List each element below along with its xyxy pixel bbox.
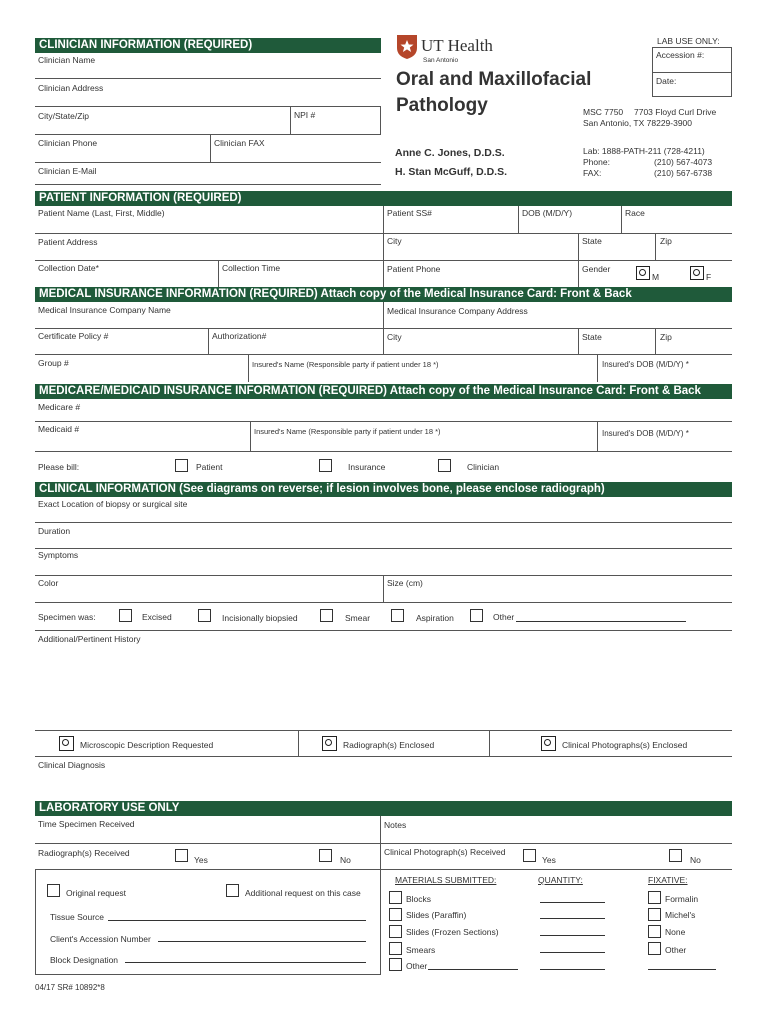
fixative-michels-checkbox[interactable]: [648, 908, 661, 921]
phone-value: (210) 567-4073: [654, 157, 713, 167]
insurance-company-address-label: Medical Insurance Company Address: [387, 306, 528, 316]
form-title-line2: Pathology: [396, 95, 488, 116]
radiographs-label: Radiograph(s) Enclosed: [343, 740, 435, 750]
medicaid-number-label: Medicaid #: [38, 424, 80, 434]
patient-city-label: City: [387, 236, 402, 246]
radiographs-no-label: No: [340, 855, 351, 865]
gender-female-radio[interactable]: [690, 266, 704, 280]
microscopic-radio[interactable]: [59, 736, 74, 751]
tissue-source-label: Tissue Source: [50, 912, 105, 922]
bill-insurance-checkbox[interactable]: [319, 459, 332, 472]
additional-request-label: Additional request on this case: [245, 888, 361, 898]
material-other-line[interactable]: [428, 969, 518, 970]
doctor-2: H. Stan McGuff, D.D.S.: [395, 166, 508, 178]
collection-date-label: Collection Date*: [38, 263, 99, 273]
fixative-none-checkbox[interactable]: [648, 925, 661, 938]
quantity-other-line[interactable]: [540, 969, 605, 970]
client-accession-label: Client's Accession Number: [50, 934, 151, 944]
gender-female-label: F: [706, 272, 712, 282]
clinician-address-label: Clinician Address: [38, 83, 104, 93]
medicare-insured-name-label: Insured's Name (Responsible party if patient under 18 *): [254, 427, 441, 436]
patient-section-header: PATIENT INFORMATION (REQUIRED): [35, 191, 732, 206]
bill-clinician-label: Clinician: [467, 462, 500, 472]
clinical-section-header: CLINICAL INFORMATION (See diagrams on reverse; if lesion involves bone, please enclose radiograph): [35, 482, 732, 497]
medicare-number-label: Medicare #: [38, 402, 81, 412]
radiographs-no-checkbox[interactable]: [319, 849, 332, 862]
lab-section-header: LABORATORY USE ONLY: [35, 801, 732, 816]
fixative-header: FIXATIVE:: [648, 875, 688, 885]
specimen-incisional-label: Incisionally biopsied: [222, 613, 298, 623]
photos-yes-label: Yes: [542, 855, 556, 865]
photos-no-label: No: [690, 855, 701, 865]
authorization-label: Authorization#: [212, 331, 267, 341]
lab-use-only-label: LAB USE ONLY:: [657, 36, 720, 46]
patient-state-label: State: [582, 236, 602, 246]
bill-patient-label: Patient: [196, 462, 223, 472]
color-label: Color: [38, 578, 59, 588]
medicare-insured-dob-label: Insured's DOB (M/D/Y) *: [602, 429, 689, 438]
biopsy-location-label: Exact Location of biopsy or surgical site: [38, 499, 188, 509]
material-smears-label: Smears: [406, 945, 436, 955]
material-other-checkbox[interactable]: [389, 958, 402, 971]
please-bill-label: Please bill:: [38, 462, 80, 472]
collection-time-label: Collection Time: [222, 263, 281, 273]
lab-phone-text: Lab: 1888-PATH-211 (728-4211): [583, 146, 705, 156]
original-request-label: Original request: [66, 888, 127, 898]
logo-sub-text: San Antonio: [423, 57, 459, 64]
fax-label: FAX:: [583, 168, 602, 178]
time-received-label: Time Specimen Received: [38, 819, 135, 829]
material-frozen-checkbox[interactable]: [389, 925, 402, 938]
msc-text: MSC 7750: [583, 107, 624, 117]
logo-main-text: UT Health: [421, 36, 493, 55]
material-frozen-label: Slides (Frozen Sections): [406, 927, 499, 937]
quantity-smears-line[interactable]: [540, 952, 605, 953]
phone-label: Phone:: [583, 157, 610, 167]
group-label: Group #: [38, 358, 69, 368]
photos-radio[interactable]: [541, 736, 556, 751]
city-text: San Antonio, TX 78229-3900: [583, 118, 693, 128]
quantity-paraffin-line[interactable]: [540, 918, 605, 919]
radiographs-received-label: Radiograph(s) Received: [38, 848, 130, 858]
radiographs-yes-label: Yes: [194, 855, 208, 865]
patient-dob-label: DOB (M/D/Y): [522, 208, 573, 218]
clinician-email-label: Clinician E-Mail: [38, 166, 97, 176]
specimen-other-label: Other: [493, 612, 515, 622]
tissue-source-line[interactable]: [108, 920, 366, 921]
fixative-other-label: Other: [665, 945, 687, 955]
medical-zip-label: Zip: [660, 332, 672, 342]
material-paraffin-checkbox[interactable]: [389, 908, 402, 921]
patient-ss-label: Patient SS#: [387, 208, 432, 218]
material-paraffin-label: Slides (Paraffin): [406, 910, 467, 920]
patient-name-label: Patient Name (Last, First, Middle): [38, 208, 165, 218]
client-accession-line[interactable]: [158, 941, 366, 942]
size-label: Size (cm): [387, 578, 423, 588]
footer-code: 04/17 SR# 10892*8: [35, 983, 105, 992]
material-blocks-checkbox[interactable]: [389, 891, 402, 904]
specimen-aspiration-checkbox[interactable]: [391, 609, 404, 622]
fixative-formalin-checkbox[interactable]: [648, 891, 661, 904]
accession-label: Accession #:: [656, 50, 705, 60]
medical-insured-name-label: Insured's Name (Responsible party if patient under 18 *): [252, 360, 439, 369]
duration-label: Duration: [38, 526, 71, 536]
medical-city-label: City: [387, 332, 402, 342]
specimen-was-label: Specimen was:: [38, 612, 96, 622]
bill-clinician-checkbox[interactable]: [438, 459, 451, 472]
specimen-excised-label: Excised: [142, 612, 172, 622]
certificate-policy-label: Certificate Policy #: [38, 331, 109, 341]
quantity-blocks-line[interactable]: [540, 902, 605, 903]
specimen-incisional-checkbox[interactable]: [198, 609, 211, 622]
original-request-checkbox[interactable]: [47, 884, 60, 897]
history-label: Additional/Pertinent History: [38, 634, 141, 644]
patient-race-label: Race: [625, 208, 645, 218]
npi-label: NPI #: [294, 110, 316, 120]
doctor-1: Anne C. Jones, D.D.S.: [395, 147, 505, 159]
block-designation-line[interactable]: [125, 962, 366, 963]
fixative-other-line[interactable]: [648, 969, 716, 970]
ut-health-logo: [396, 34, 418, 60]
specimen-other-line[interactable]: [516, 621, 686, 622]
gender-male-radio[interactable]: [636, 266, 650, 280]
bill-patient-checkbox[interactable]: [175, 459, 188, 472]
symptoms-label: Symptoms: [38, 550, 79, 560]
material-smears-checkbox[interactable]: [389, 942, 402, 955]
medical-insured-dob-label: Insured's DOB (M/D/Y) *: [602, 360, 689, 369]
medical-insurance-section-header: MEDICAL INSURANCE INFORMATION (REQUIRED) Attach copy of the Medical Insurance Card: Front & Back: [35, 287, 732, 302]
patient-zip-label: Zip: [660, 236, 672, 246]
specimen-smear-label: Smear: [345, 613, 371, 623]
fixative-formalin-label: Formalin: [665, 894, 699, 904]
specimen-excised-checkbox[interactable]: [119, 609, 132, 622]
fixative-michels-label: Michel's: [665, 910, 696, 920]
bill-insurance-label: Insurance: [348, 462, 386, 472]
notes-label: Notes: [384, 820, 407, 830]
date-label: Date:: [656, 76, 677, 86]
insurance-company-label: Medical Insurance Company Name: [38, 305, 171, 315]
patient-address-label: Patient Address: [38, 237, 98, 247]
quantity-frozen-line[interactable]: [540, 935, 605, 936]
specimen-other-checkbox[interactable]: [470, 609, 483, 622]
clinical-diagnosis-label: Clinical Diagnosis: [38, 760, 106, 770]
fixative-other-checkbox[interactable]: [648, 942, 661, 955]
gender-label: Gender: [582, 264, 611, 274]
clinician-section-header: CLINICIAN INFORMATION (REQUIRED): [35, 38, 381, 53]
specimen-aspiration-label: Aspiration: [416, 613, 454, 623]
clinician-phone-label: Clinician Phone: [38, 138, 98, 148]
form-title-line1: Oral and Maxillofacial: [396, 69, 592, 90]
specimen-smear-checkbox[interactable]: [320, 609, 333, 622]
gender-male-label: M: [652, 272, 660, 282]
clinician-name-label: Clinician Name: [38, 55, 96, 65]
photos-yes-checkbox[interactable]: [523, 849, 536, 862]
radiographs-radio[interactable]: [322, 736, 337, 751]
photos-label: Clinical Photographs(s) Enclosed: [562, 740, 688, 750]
fax-value: (210) 567-6738: [654, 168, 713, 178]
material-blocks-label: Blocks: [406, 894, 432, 904]
medicare-section-header: MEDICARE/MEDICAID INSURANCE INFORMATION (REQUIRED) Attach copy of the Medical Insurance Card: Front & Back: [35, 384, 732, 399]
quantity-header: QUANTITY:: [538, 875, 583, 885]
materials-header: MATERIALS SUBMITTED:: [395, 875, 497, 885]
street-text: 7703 Floyd Curl Drive: [634, 107, 717, 117]
fixative-none-label: None: [665, 927, 686, 937]
photos-no-checkbox[interactable]: [669, 849, 682, 862]
patient-phone-label: Patient Phone: [387, 264, 441, 274]
material-other-label: Other: [406, 961, 428, 971]
microscopic-label: Microscopic Description Requested: [80, 740, 214, 750]
block-designation-label: Block Designation: [50, 955, 119, 965]
clinician-fax-label: Clinician FAX: [214, 138, 265, 148]
clinician-citystatezip-label: City/State/Zip: [38, 111, 90, 121]
additional-request-checkbox[interactable]: [226, 884, 239, 897]
radiographs-yes-checkbox[interactable]: [175, 849, 188, 862]
photos-received-label: Clinical Photograph(s) Received: [384, 847, 506, 857]
medical-state-label: State: [582, 332, 602, 342]
